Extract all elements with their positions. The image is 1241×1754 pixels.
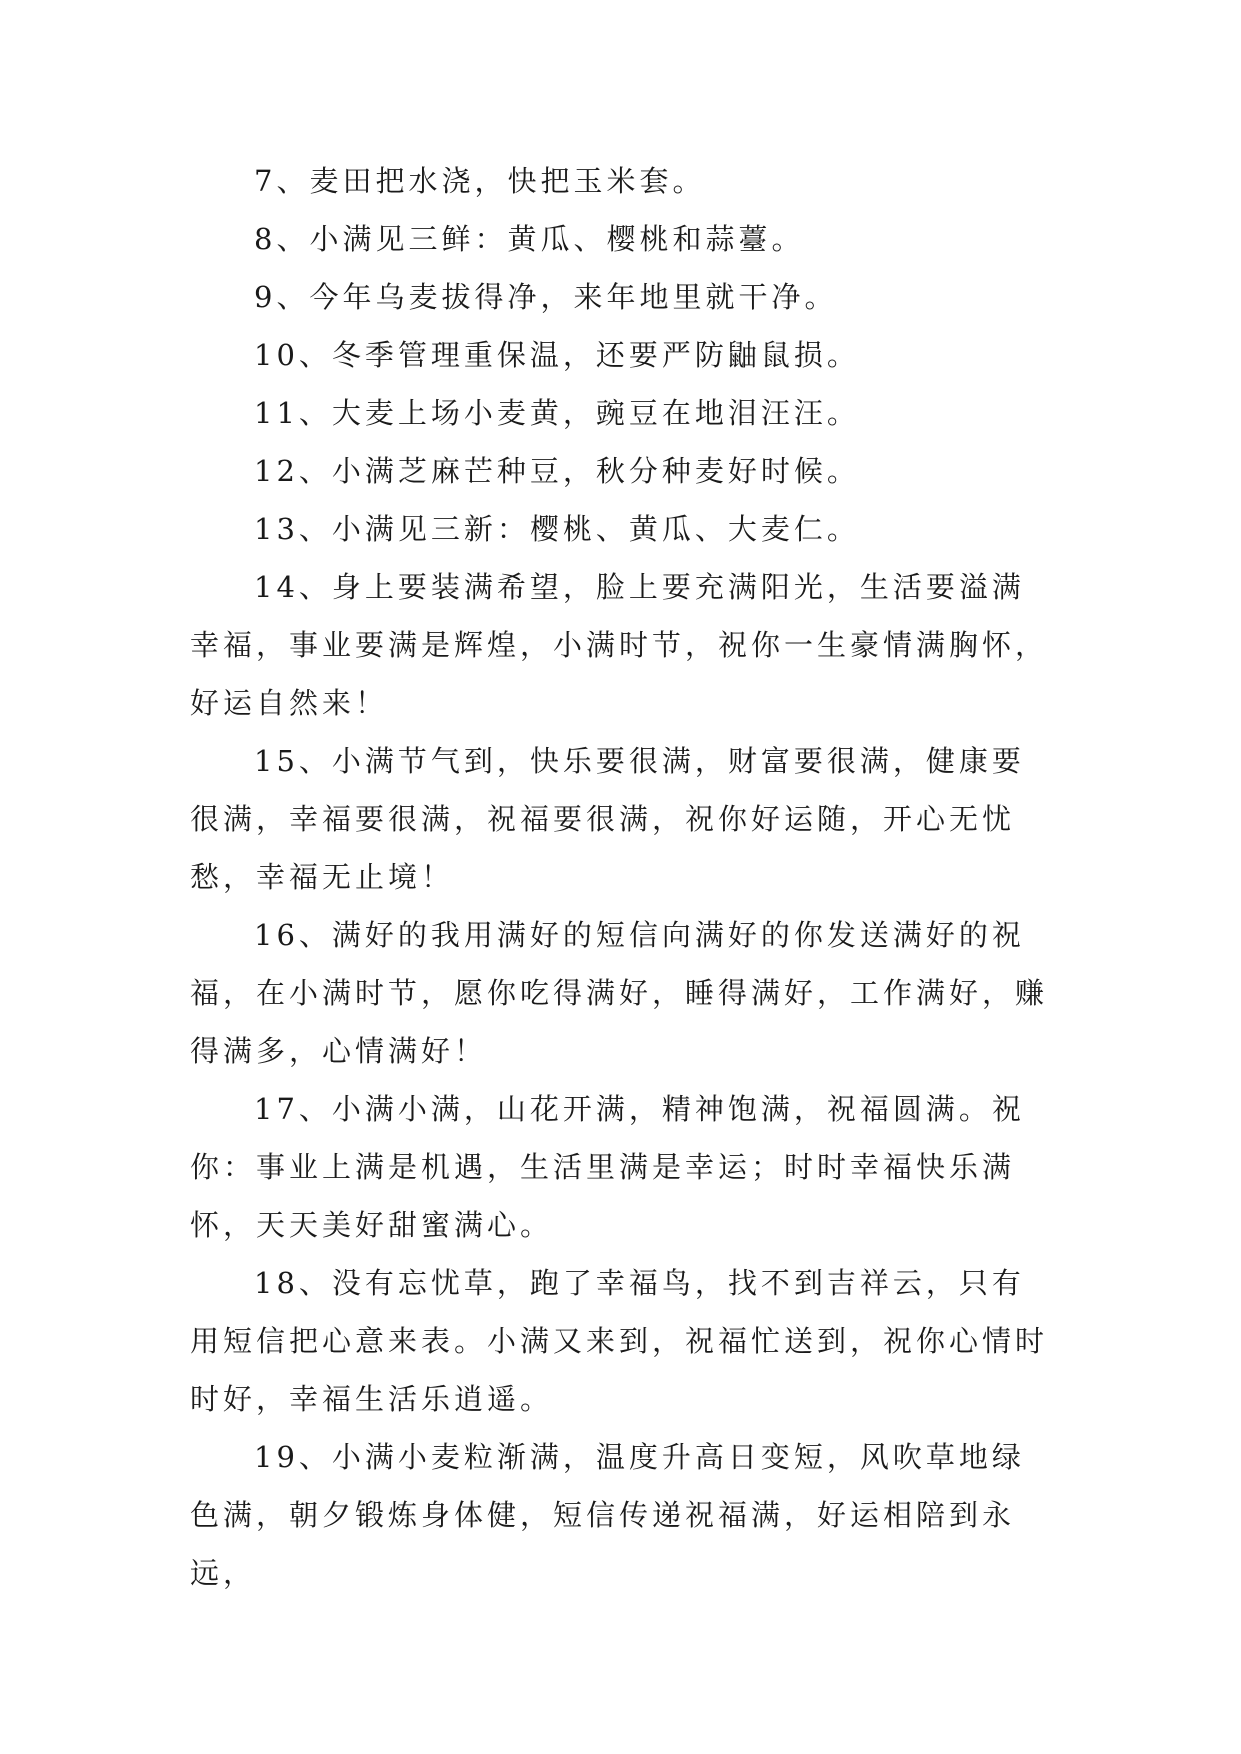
paragraph-11: 11、大麦上场小麦黄，豌豆在地泪汪汪。 bbox=[254, 396, 860, 430]
paragraph-15: 15、小满节气到，快乐要很满，财富要很满，健康要很满，幸福要很满，祝福要很满，祝你好运随，开心无忧愁，幸福无止境！ bbox=[190, 744, 1025, 894]
paragraph-13: 13、小满见三新：樱桃、黄瓜、大麦仁。 bbox=[254, 512, 860, 546]
paragraph-14: 14、身上要装满希望，脸上要充满阳光，生活要溢满幸福，事业要满是辉煌，小满时节，祝你一生豪情满胸怀，好运自然来！ bbox=[190, 570, 1049, 720]
paragraph-7: 7、麦田把水浇，快把玉米套。 bbox=[254, 164, 706, 198]
document-body bbox=[190, 152, 1050, 1602]
paragraph-19: 19、小满小麦粒渐满，温度升高日变短，风吹草地绿色满，朝夕锻炼身体健，短信传递祝福满，好运相陪到永远， bbox=[190, 1440, 1025, 1590]
paragraph-17: 17、小满小满，山花开满，精神饱满，祝福圆满。祝你：事业上满是机遇，生活里满是幸运；时时幸福快乐满怀，天天美好甜蜜满心。 bbox=[190, 1092, 1025, 1242]
paragraph-18: 18、没有忘忧草，跑了幸福鸟，找不到吉祥云，只有用短信把心意来表。小满又来到，祝福忙送到，祝你心情时时好，幸福生活乐逍遥。 bbox=[190, 1266, 1049, 1416]
paragraph-8: 8、小满见三鲜：黄瓜、樱桃和蒜薹。 bbox=[254, 222, 805, 256]
paragraph-9: 9、今年乌麦拔得净，来年地里就干净。 bbox=[254, 280, 838, 314]
paragraph-12: 12、小满芝麻芒种豆，秋分种麦好时候。 bbox=[254, 454, 860, 488]
paragraph-10: 10、冬季管理重保温，还要严防鼬鼠损。 bbox=[254, 338, 860, 372]
paragraph-16: 16、满好的我用满好的短信向满好的你发送满好的祝福，在小满时节，愿你吃得满好，睡得满好，工作满好，赚得满多，心情满好！ bbox=[190, 918, 1049, 1068]
